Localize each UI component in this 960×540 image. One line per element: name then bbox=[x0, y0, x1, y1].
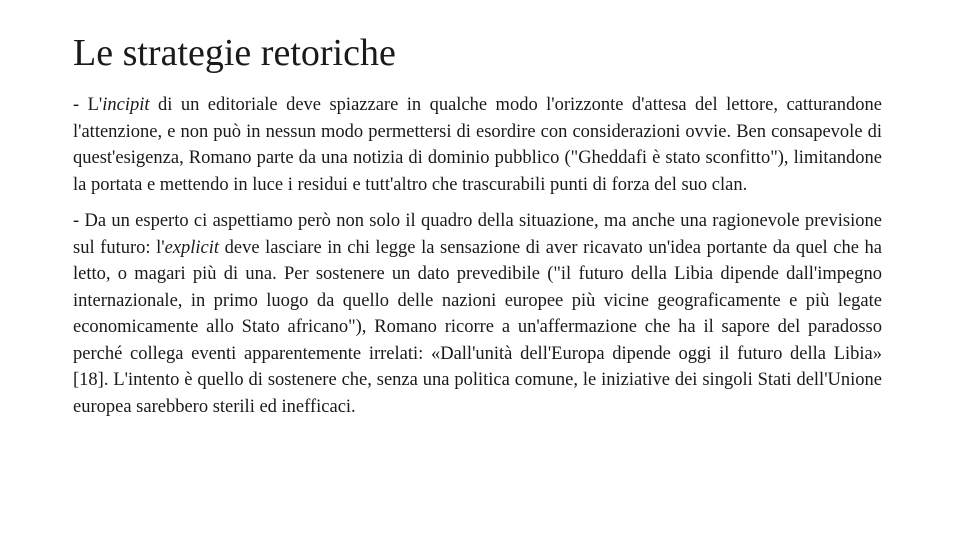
italic-term-incipit: incipit bbox=[102, 95, 150, 115]
paragraph-incipit bbox=[73, 92, 882, 198]
paragraph-text: - L' bbox=[73, 95, 103, 115]
slide-body bbox=[73, 92, 882, 430]
italic-term-explicit: explicit bbox=[164, 237, 220, 258]
paragraph-text: deve lasciare in chi legge la sensazione di aver ricavato un'idea portante da quel che ha letto, o magari più di una. Per sostenere un dato prevedibile ("il futuro della Libia dipende dall'impegno internazionale, in primo luogo da quello delle nazioni europee più vicine geograficamente e più legate economicamente allo Stato africano"), Romano ricorre a un'affermazione che ha il sapore del paradosso perché collega eventi apparentemente irrelati: «Dall'unità dell'Europa dipende oggi il futuro della Libia» [18]. L'intento è quello di sostenere che, senza una politica comune, le iniziative dei singoli Stati dell'Unione europea sarebbero sterili ed inefficaci. bbox=[73, 237, 882, 417]
paragraph-text: - Da un esperto ci aspettiamo però non solo il quadro della situazione, ma anche una ragionevole previsione sul futuro: l' bbox=[73, 211, 882, 258]
paragraph-explicit bbox=[73, 208, 882, 420]
paragraph-text: di un editoriale deve spiazzare in qualche modo l'orizzonte d'attesa del lettore, catturandone l'attenzione, e non può in nessun modo permettersi di esordire con considerazioni ovvie. Ben consapevole di quest'esigenza, Romano parte da una notizia di dominio pubblico ("Gheddafi è stato sconfitto"), limitandone la portata e mettendo in luce i residui e tutt'altro che trascurabili punti di forza del suo clan. bbox=[73, 95, 882, 195]
slide-title: Le strategie retoriche bbox=[73, 32, 396, 74]
